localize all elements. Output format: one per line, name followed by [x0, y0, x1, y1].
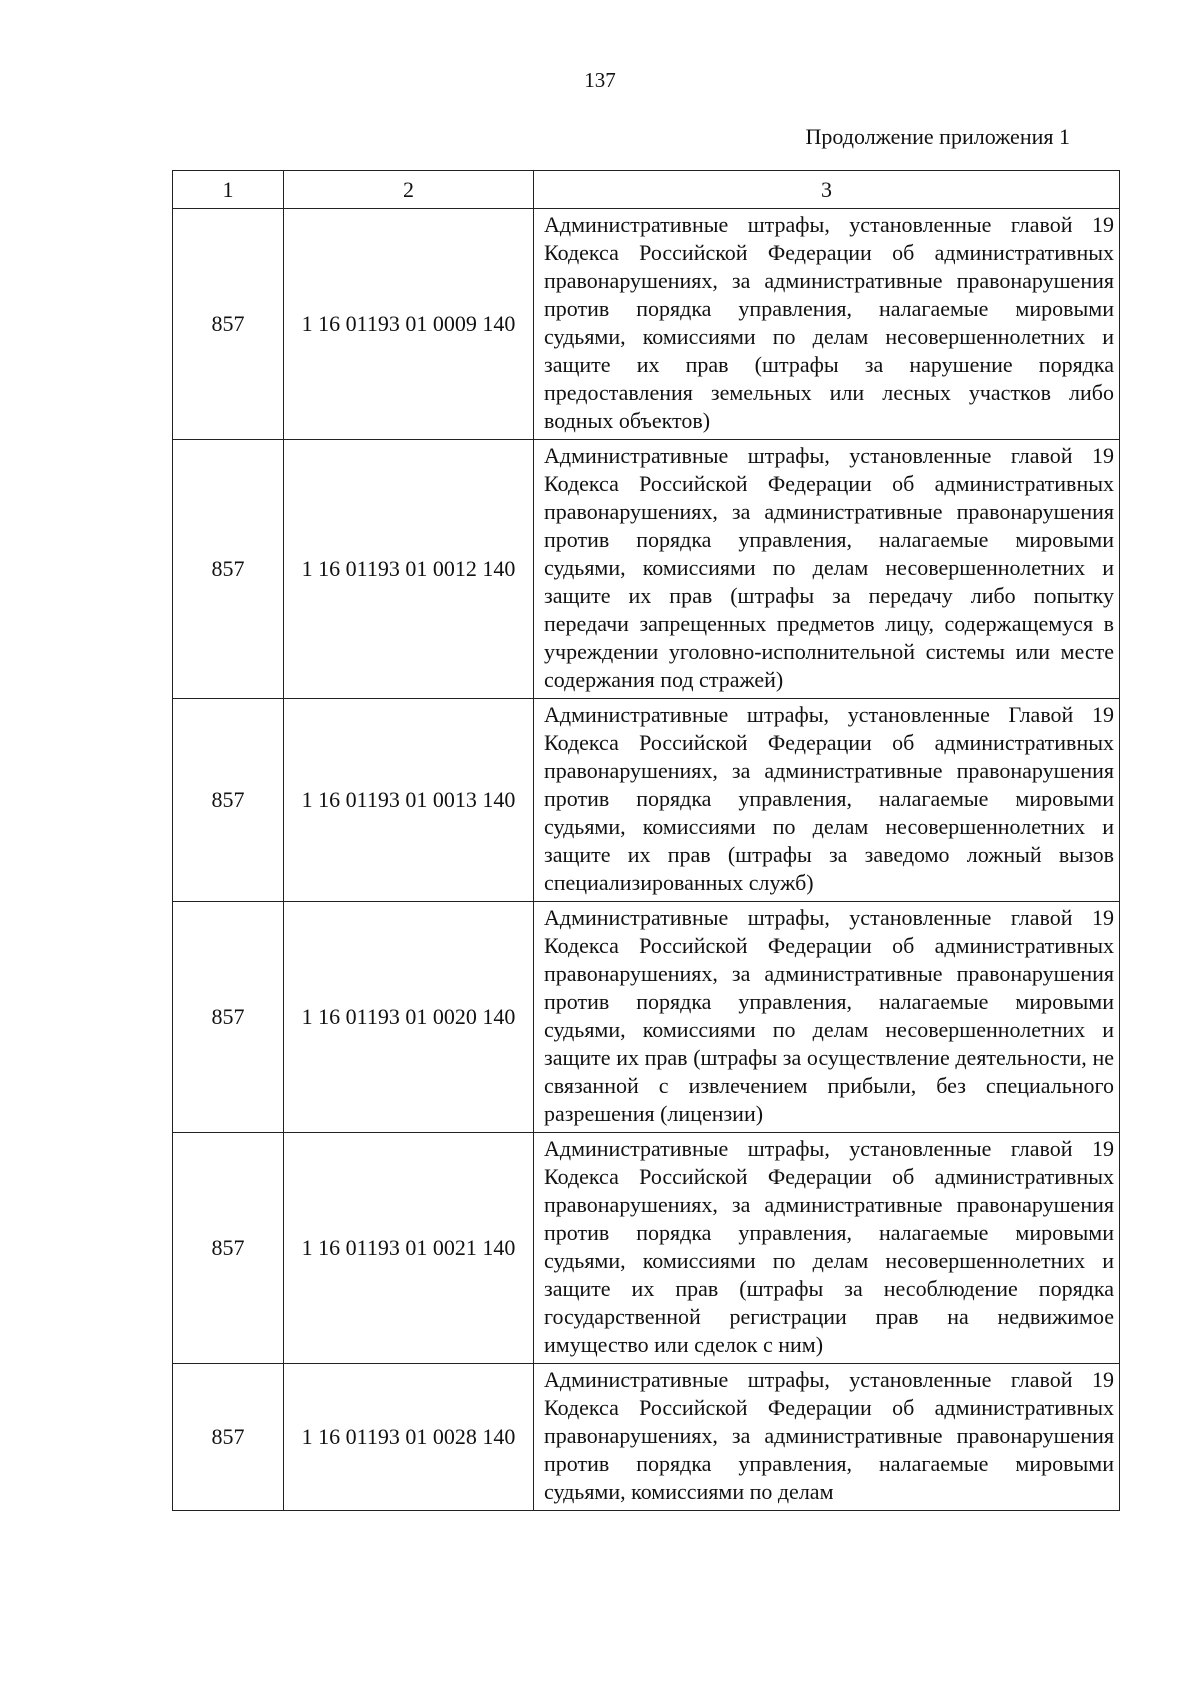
revenue-codes-table: [172, 170, 1120, 1511]
admin-code-cell: 857: [173, 1364, 284, 1511]
description-cell: Административные штрафы, установленные Главой 19 Кодекса Российской Федерации об административных правонарушениях, за административные правонарушения против порядка управления, налагаемые мировыми судьями, комиссиями по делам несовершеннолетних и защите их прав (штрафы за заведомо ложный вызов специализированных служб): [534, 699, 1120, 902]
table-header-row: [173, 171, 1120, 209]
description-cell: Административные штрафы, установленные главой 19 Кодекса Российской Федерации об административных правонарушениях, за административные правонарушения против порядка управления, налагаемые мировыми судьями, комиссиями по делам несовершеннолетних и защите их прав (штрафы за передачу либо попытку передачи запрещенных предметов лицу, содержащемуся в учреждении уголовно-исполнительной системы или месте содержания под стражей): [534, 440, 1120, 699]
description-cell: Административные штрафы, установленные главой 19 Кодекса Российской Федерации об административных правонарушениях, за административные правонарушения против порядка управления, налагаемые мировыми судьями, комиссиями по делам несовершеннолетних и защите их прав (штрафы за несоблюдение порядка государственной регистрации прав на недвижимое имущество или сделок с ним): [534, 1133, 1120, 1364]
admin-code-cell: 857: [173, 902, 284, 1133]
continuation-label: Продолжение приложения 1: [805, 124, 1070, 149]
table-row: [173, 440, 1120, 699]
table-row: [173, 902, 1120, 1133]
description-cell: Административные штрафы, установленные главой 19 Кодекса Российской Федерации об административных правонарушениях, за административные правонарушения против порядка управления, налагаемые мировыми судьями, комиссиями по делам: [534, 1364, 1120, 1511]
kbk-code-cell: 1 16 01193 01 0021 140: [284, 1133, 534, 1364]
admin-code-cell: 857: [173, 209, 284, 440]
table-row: [173, 1364, 1120, 1511]
description-cell: Административные штрафы, установленные главой 19 Кодекса Российской Федерации об административных правонарушениях, за административные правонарушения против порядка управления, налагаемые мировыми судьями, комиссиями по делам несовершеннолетних и защите их прав (штрафы за нарушение порядка предоставления земельных или лесных участков либо водных объектов): [534, 209, 1120, 440]
table-row: [173, 699, 1120, 902]
kbk-code-cell: 1 16 01193 01 0009 140: [284, 209, 534, 440]
kbk-code-cell: 1 16 01193 01 0028 140: [284, 1364, 534, 1511]
description-cell: Административные штрафы, установленные главой 19 Кодекса Российской Федерации об административных правонарушениях, за административные правонарушения против порядка управления, налагаемые мировыми судьями, комиссиями по делам несовершеннолетних и защите их прав (штрафы за осуществление деятельности, не связанной с извлечением прибыли, без специального разрешения (лицензии): [534, 902, 1120, 1133]
kbk-code-cell: 1 16 01193 01 0013 140: [284, 699, 534, 902]
kbk-code-cell: 1 16 01193 01 0012 140: [284, 440, 534, 699]
kbk-code-cell: 1 16 01193 01 0020 140: [284, 902, 534, 1133]
admin-code-cell: 857: [173, 1133, 284, 1364]
table-row: [173, 1133, 1120, 1364]
header-col-2: 2: [284, 171, 534, 209]
table-row: [173, 209, 1120, 440]
admin-code-cell: 857: [173, 440, 284, 699]
admin-code-cell: 857: [173, 699, 284, 902]
page-number: 137: [584, 68, 616, 92]
header-col-3: 3: [534, 171, 1120, 209]
header-col-1: 1: [173, 171, 284, 209]
